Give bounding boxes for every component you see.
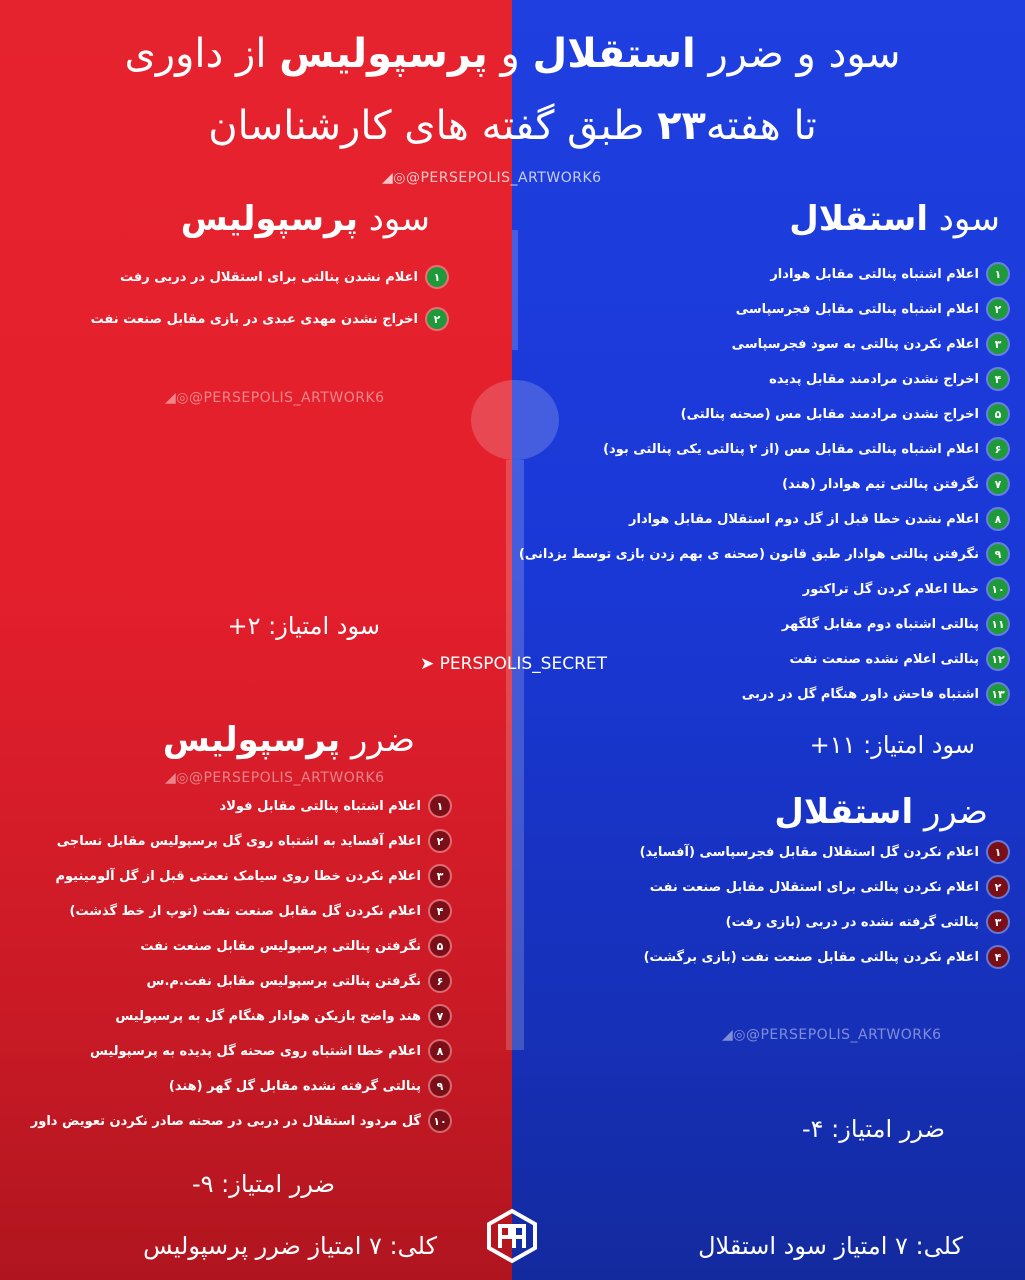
list-item: ۶ نگرفتن پنالتی پرسپولیس مقابل نفت.م.س [31,969,450,993]
item-number-badge: ۱ [430,796,450,816]
watermark-left-low: ◢◎@PERSEPOLIS_ARTWORK6 [165,770,385,786]
item-number-badge: ۱ [988,264,1008,284]
list-item: ۸ اعلام نشدن خطا قبل از گل دوم استقلال مقابل هوادار [519,507,1008,531]
item-number-badge: ۹ [430,1076,450,1096]
item-number-badge: ۳ [430,866,450,886]
item-number-badge: ۱۱ [988,614,1008,634]
list-item: ۲ اخراج نشدن مهدی عبدی در بازی مقابل صنعت نفت [91,307,447,331]
esteghlal-loss-heading: ضرر استقلال [774,792,988,832]
list-item: ۱۳ اشتباه فاحش داور هنگام گل در دربی [519,682,1008,706]
item-number-badge: ۱۲ [988,649,1008,669]
item-number-badge: ۱ [988,842,1008,862]
item-number-badge: ۱۰ [988,579,1008,599]
list-item: ۳ پنالتی گرفته نشده در دربی (بازی رفت) [640,910,1008,934]
item-number-badge: ۵ [430,936,450,956]
item-number-badge: ۴ [430,901,450,921]
list-item: ۵ نگرفتن پنالتی پرسپولیس مقابل صنعت نفت [31,934,450,958]
telegram-instagram-icon: ◢◎ [165,390,189,406]
list-item: ۱ اعلام نکردن گل استقلال مقابل فجرسپاسی (آفساید) [640,840,1008,864]
item-number-badge: ۸ [988,509,1008,529]
item-number-badge: ۵ [988,404,1008,424]
item-number-badge: ۷ [430,1006,450,1026]
item-number-badge: ۱۰ [430,1111,450,1131]
item-number-badge: ۶ [430,971,450,991]
list-item: ۹ نگرفتن پنالتی هوادار طبق قانون (صحنه ی بهم زدن بازی توسط یزدانی) [519,542,1008,566]
perspolis-loss-score: ضرر امتیاز: ۹- [191,1170,335,1198]
page-title-line-2: تا هفته۲۳ طبق گفته های کارشناسان [208,103,817,149]
item-number-badge: ۳ [988,912,1008,932]
telegram-instagram-icon: ◢◎ [722,1027,746,1043]
item-number-badge: ۶ [988,439,1008,459]
watermark-top: ◢◎@PERSEPOLIS_ARTWORK6 [382,170,602,186]
list-item: ۴ اخراج نشدن مرادمند مقابل پدیده [519,367,1008,391]
list-item: ۱۰ خطا اعلام کردن گل تراکتور [519,577,1008,601]
total-esteghlal: کلی: ۷ امتیاز سود استقلال [698,1232,963,1260]
esteghlal-profit-heading: سود استقلال [789,199,1000,239]
item-number-badge: ۳ [988,334,1008,354]
item-number-badge: ۴ [988,947,1008,967]
item-number-badge: ۲ [427,309,447,329]
perspolis-profit-heading: سود پرسپولیس [180,199,430,239]
brand-logo-icon [484,1208,540,1264]
list-item: ۵ اخراج نشدن مرادمند مقابل مس (صحنه پنالتی) [519,402,1008,426]
item-number-badge: ۱ [427,267,447,287]
telegram-instagram-icon: ◢◎ [382,170,406,186]
list-item: ۹ پنالتی گرفته نشده مقابل گل گهر (هند) [31,1074,450,1098]
item-number-badge: ۲ [988,877,1008,897]
list-item: ۴ اعلام نکردن گل مقابل صنعت نفت (توپ از خط گذشت) [31,899,450,923]
item-number-badge: ۸ [430,1041,450,1061]
telegram-icon: ➤ [420,654,435,674]
list-item: ۸ اعلام خطا اشتباه روی صحنه گل پدیده به پرسپولیس [31,1039,450,1063]
esteghlal-profit-list [519,262,1008,706]
perspolis-loss-list [31,794,450,1133]
list-item: ۳ اعلام نکردن خطا روی سیامک نعمتی قبل از گل آلومینیوم [31,864,450,888]
item-number-badge: ۱۳ [988,684,1008,704]
watermark-left-mid: ◢◎@PERSEPOLIS_ARTWORK6 [165,390,385,406]
list-item: ۱ اعلام اشتباه پنالتی مقابل فولاد [31,794,450,818]
list-item: ۷ نگرفتن پنالتی تیم هوادار (هند) [519,472,1008,496]
esteghlal-profit-score: سود امتیاز: ۱۱+ [809,731,975,759]
list-item: ۲ اعلام اشتباه پنالتی مقابل فجرسپاسی [519,297,1008,321]
list-item: ۱۱ پنالتی اشتباه دوم مقابل گلگهر [519,612,1008,636]
list-item: ۱۰ گل مردود استقلال در دربی در صحنه صادر نکردن تعویض داور [31,1109,450,1133]
list-item: ۳ اعلام نکردن پنالتی به سود فجرسپاسی [519,332,1008,356]
item-number-badge: ۴ [988,369,1008,389]
esteghlal-loss-list [640,840,1008,969]
item-number-badge: ۲ [988,299,1008,319]
watermark-secret: ➤ PERSPOLIS_SECRET [420,654,607,674]
perspolis-profit-list [91,265,447,331]
page-title-line-1: سود و ضرر استقلال و پرسپولیس از داوری [124,31,901,77]
item-number-badge: ۹ [988,544,1008,564]
list-item: ۱۲ پنالتی اعلام نشده صنعت نفت [519,647,1008,671]
list-item: ۲ اعلام نکردن پنالتی برای استقلال مقابل صنعت نفت [640,875,1008,899]
list-item: ۷ هند واضح بازیکن هوادار هنگام گل به پرسپولیس [31,1004,450,1028]
perspolis-profit-score: سود امتیاز: ۲+ [227,612,380,640]
item-number-badge: ۷ [988,474,1008,494]
watermark-right-low: ◢◎@PERSEPOLIS_ARTWORK6 [722,1027,942,1043]
item-number-badge: ۲ [430,831,450,851]
list-item: ۱ اعلام اشتباه پنالتی مقابل هوادار [519,262,1008,286]
list-item: ۲ اعلام آفساید به اشتباه روی گل پرسپولیس مقابل نساجی [31,829,450,853]
telegram-instagram-icon: ◢◎ [165,770,189,786]
list-item: ۱ اعلام نشدن پنالتی برای استقلال در دربی رفت [91,265,447,289]
esteghlal-loss-score: ضرر امتیاز: ۴- [801,1115,945,1143]
total-perspolis: کلی: ۷ امتیاز ضرر پرسپولیس [143,1232,437,1260]
list-item: ۶ اعلام اشتباه پنالتی مقابل مس (از ۲ پنالتی یکی پنالتی بود) [519,437,1008,461]
perspolis-loss-heading: ضرر پرسپولیس [162,720,415,760]
list-item: ۴ اعلام نکردن پنالتی مقابل صنعت نفت (بازی برگشت) [640,945,1008,969]
